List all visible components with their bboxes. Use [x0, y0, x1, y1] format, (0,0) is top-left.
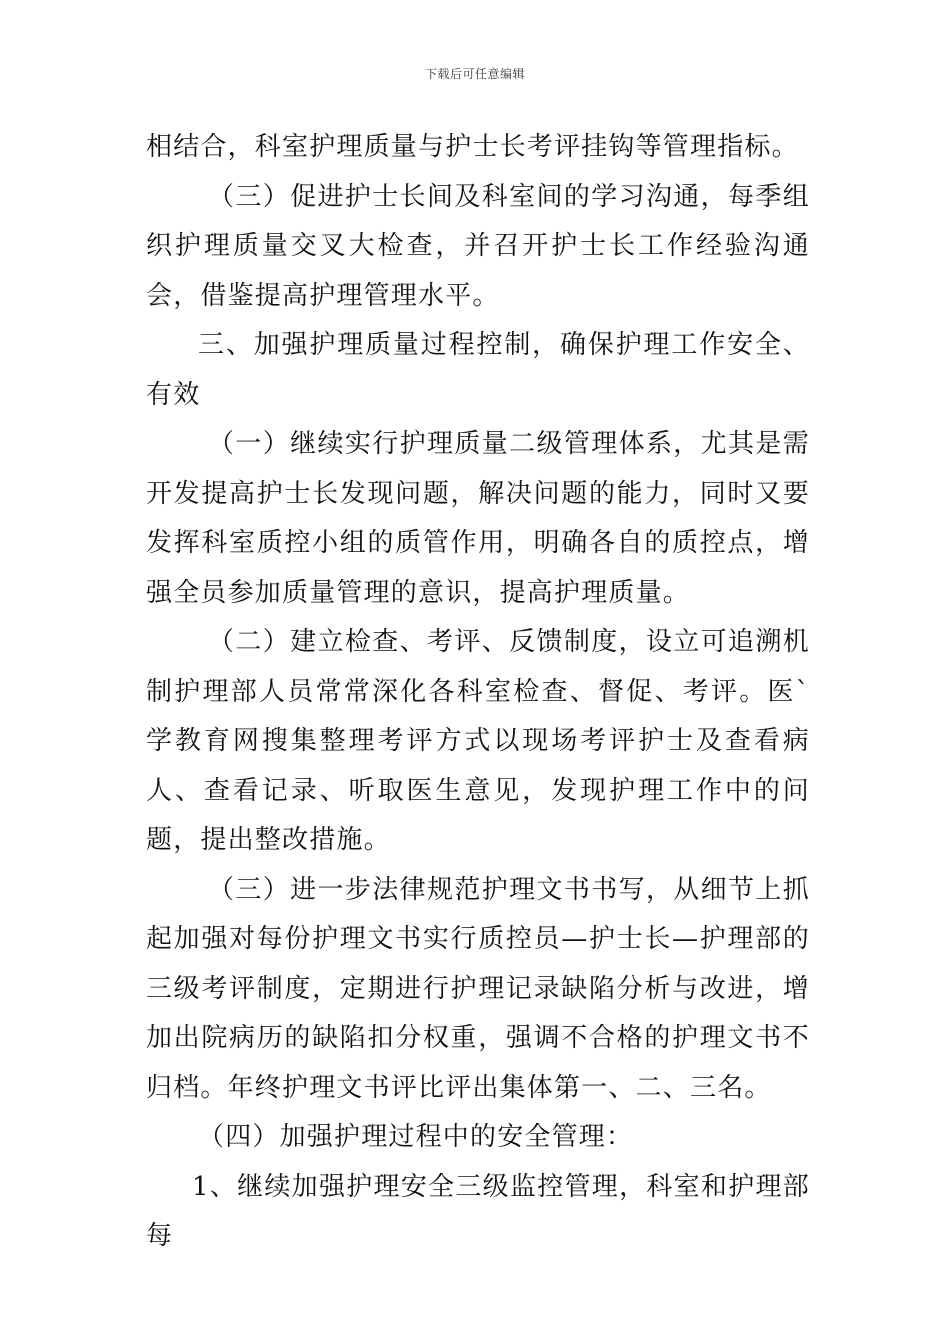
- list-item-1: 1、继续加强护理安全三级监控管理，科室和护理部每: [146, 1171, 810, 1251]
- paragraph-3-3: （三）进一步法律规范护理文书书写，从细节上抓起加强对每份护理文书实行质控员—护士长—护理部的三级考评制度，定期进行护理记录缺陷分析与改进，增加出院病历的缺陷扣分权重，强调不合格的护理文书不归档。年终护理文书评比评出集体第一、二、三名。: [146, 874, 810, 1103]
- paragraph-3-1: （一）继续实行护理质量二级管理体系，尤其是需开发提高护士长发现问题，解决问题的能力，同时又要发挥科室质控小组的质管作用，明确各自的质控点，增强全员参加质量管理的意识，提高护理质量。: [146, 429, 810, 608]
- section-heading-3: 三、加强护理质量过程控制，确保护理工作安全、有效: [146, 330, 810, 410]
- paragraph-3-2: （二）建立检查、考评、反馈制度，设立可追溯机制护理部人员常常深化各科室检查、督促、考评。医`学教育网搜集整理考评方式以现场考评护士及查看病人、查看记录、听取医生意见，发现护理工作中的问题，提出整改措施。: [146, 627, 810, 855]
- paragraph-3-4: （四）加强护理过程中的安全管理：: [198, 1122, 634, 1152]
- paragraph-1: 相结合，科室护理质量与护士长考评挂钩等管理指标。: [146, 132, 799, 162]
- page-header: 下载后可任意编辑: [424, 67, 525, 81]
- paragraph-2: （三）促进护士长间及科室间的学习沟通，每季组织护理质量交叉大检查，并召开护士长工作经验沟通会，借鉴提高护理管理水平。: [146, 181, 810, 311]
- document-body: [146, 123, 810, 1262]
